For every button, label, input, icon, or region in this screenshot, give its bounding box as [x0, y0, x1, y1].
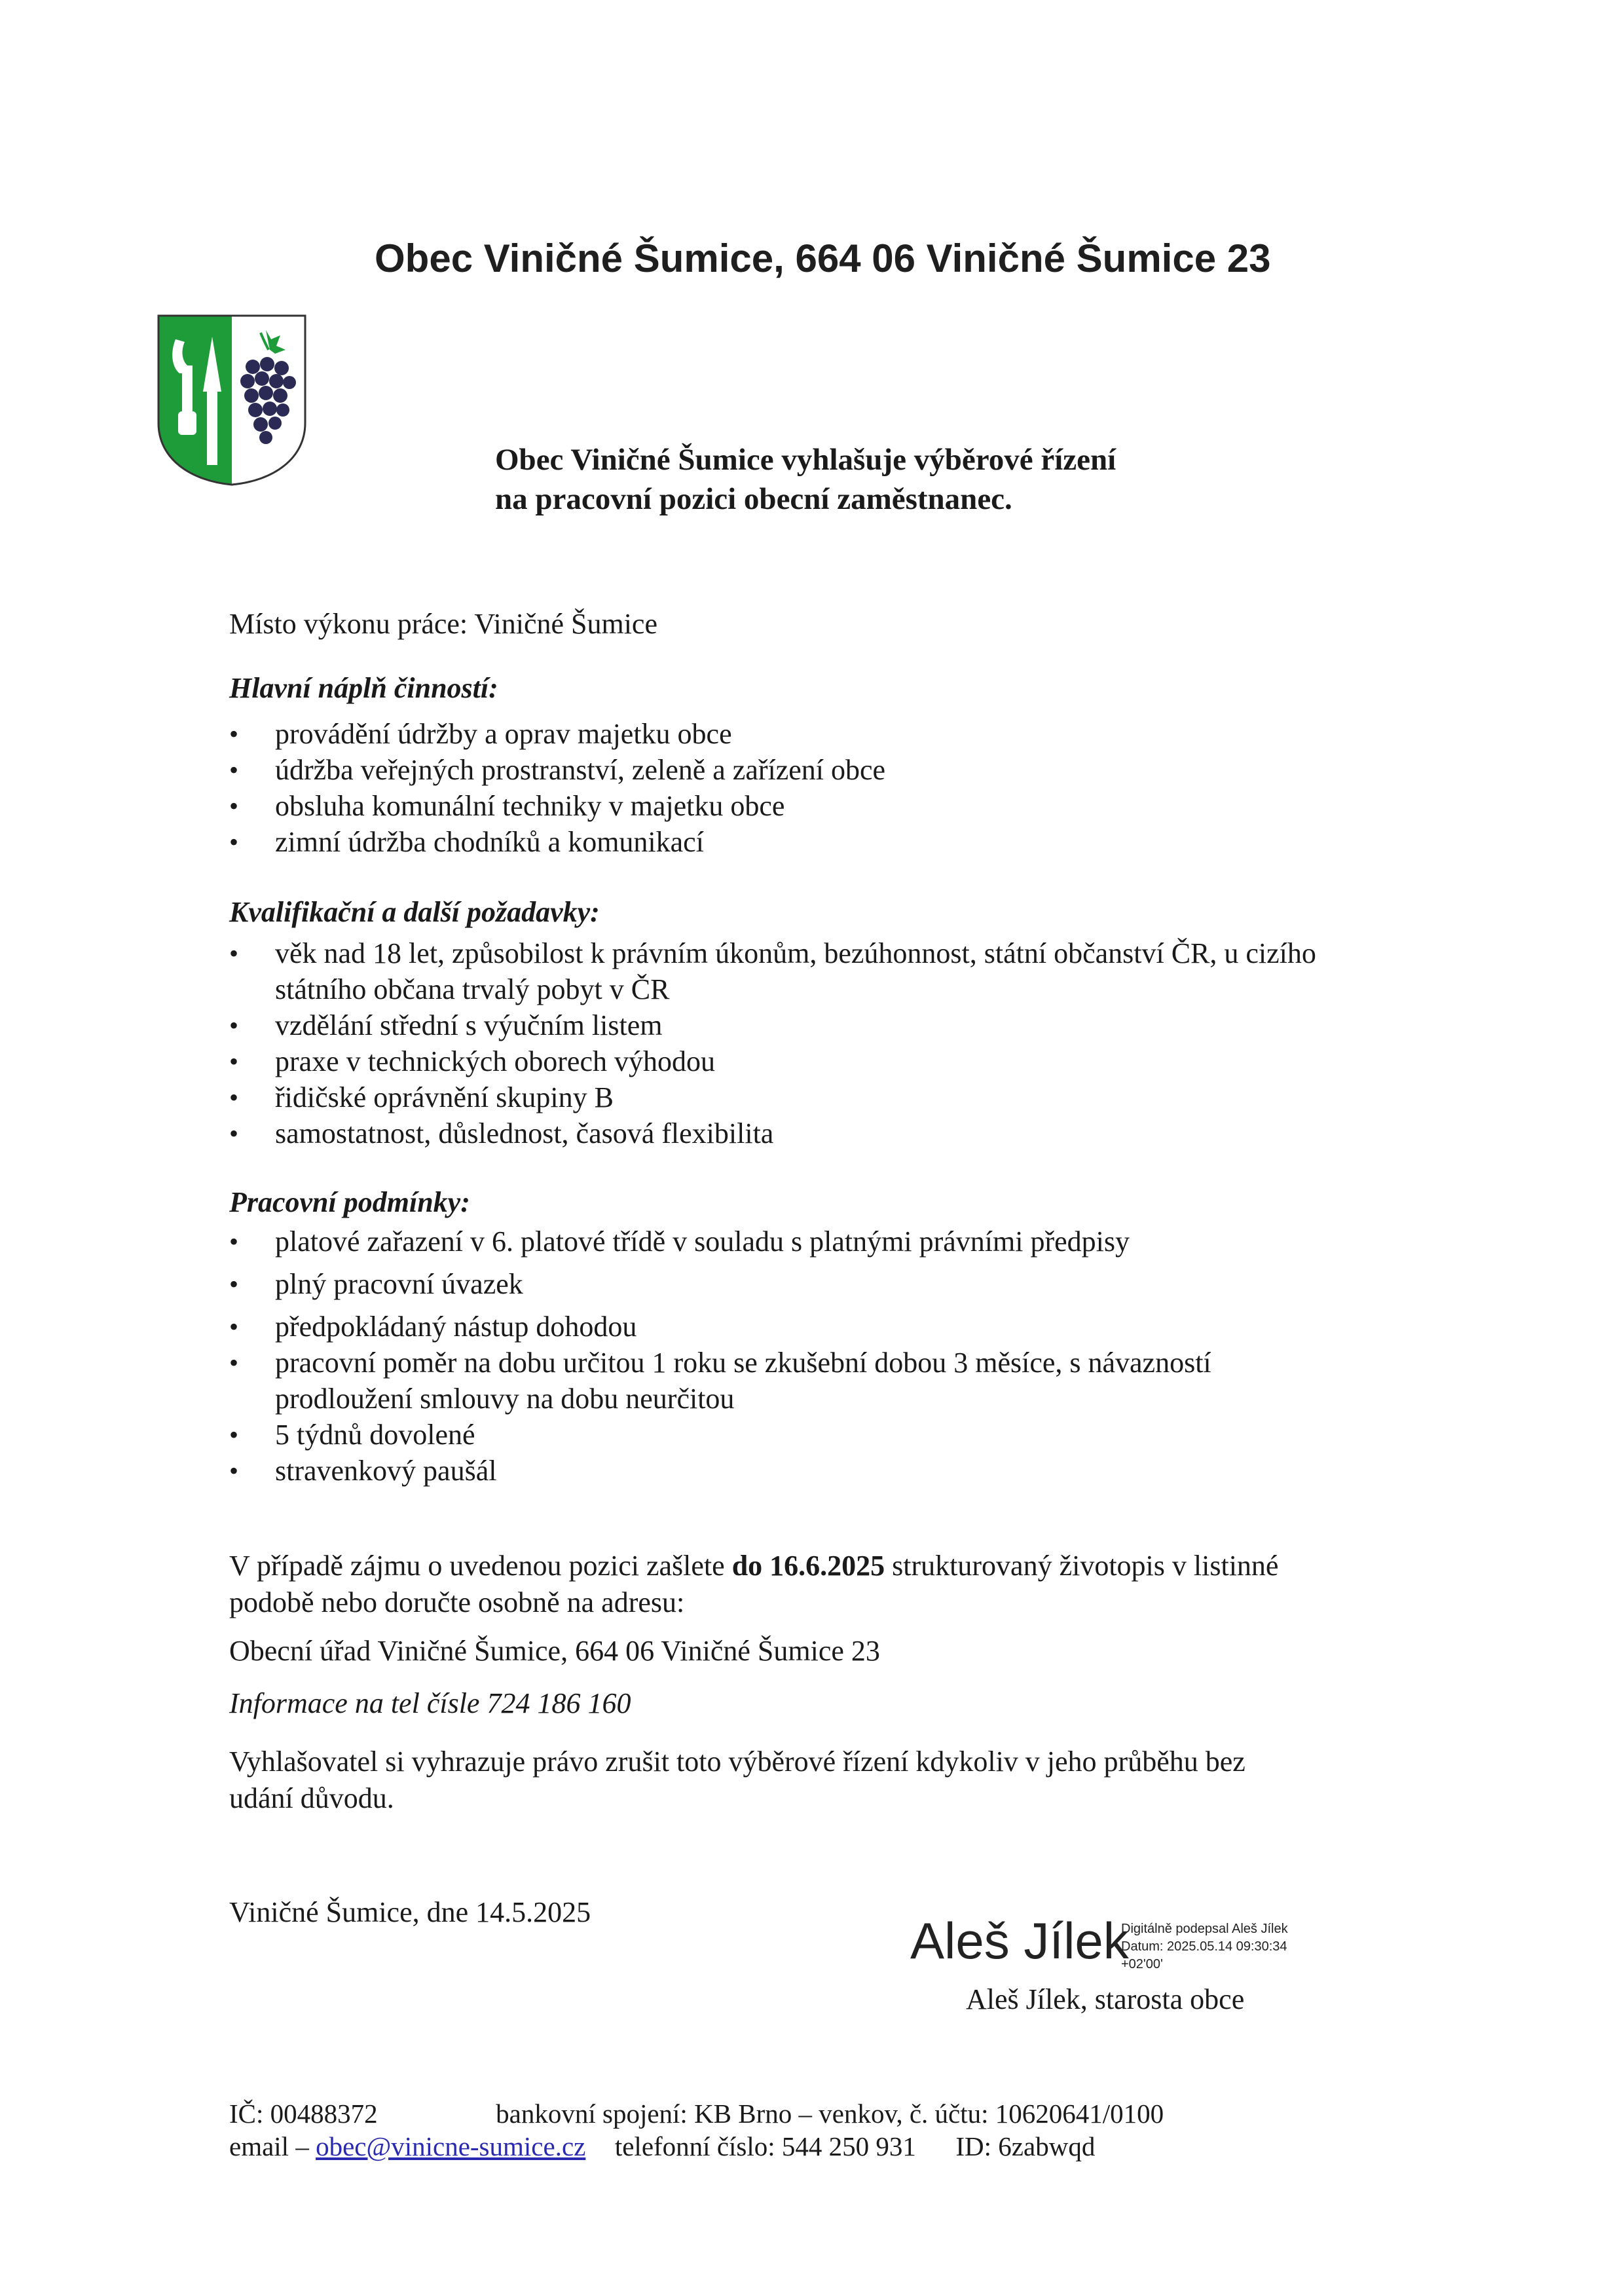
- application-line-1: V případě zájmu o uvedenou pozici zašlete do 16.6.2025 strukturovaný životopis v listinné: [229, 1550, 1279, 1582]
- place-of-work: Místo výkonu práce: Viničné Šumice: [229, 608, 657, 640]
- footer-id: ID: 6zabwqd: [955, 2131, 1096, 2161]
- qualifications-heading: Kvalifikační a další požadavky:: [229, 896, 600, 928]
- signature-meta: [1121, 1920, 1288, 1973]
- village-coat-of-arms-icon: [156, 313, 308, 487]
- list-item: • samostatnost, důslednost, časová flexibilita: [229, 1115, 1316, 1151]
- list-item: • 5 týdnů dovolené: [229, 1417, 1211, 1453]
- list-item: • provádění údržby a oprav majetku obce: [229, 716, 885, 752]
- reservation-line-1: Vyhlašovatel si vyhrazuje právo zrušit toto výběrové řízení kdykoliv v jeho průběhu bez: [229, 1745, 1246, 1778]
- page-title: Obec Viničné Šumice, 664 06 Viničné Šumice 23: [375, 236, 1271, 280]
- announcement-line-1: Obec Viničné Šumice vyhlašuje výběrové řízení: [495, 443, 1116, 477]
- footer-email-label: email –: [229, 2131, 316, 2161]
- email-link[interactable]: obec@vinicne-sumice.cz: [316, 2131, 586, 2161]
- footer-line-1: [229, 2097, 1164, 2130]
- footer-line-2: [229, 2130, 1095, 2163]
- application-line-2: podobě nebo doručte osobně na adresu:: [229, 1586, 685, 1618]
- footer-bank: bankovní spojení: KB Brno – venkov, č. účtu: 10620641/0100: [496, 2099, 1164, 2129]
- list-item: • řidičské oprávnění skupiny B: [229, 1079, 1316, 1115]
- conditions-heading: Pracovní podmínky:: [229, 1186, 470, 1218]
- date-place: Viničné Šumice, dne 14.5.2025: [229, 1896, 591, 1928]
- qualifications-list: [229, 935, 1316, 1151]
- announcement: [495, 440, 1116, 519]
- signature-meta-line: +02'00': [1121, 1957, 1163, 1971]
- list-item: • obsluha komunální techniky v majetku obce: [229, 788, 885, 824]
- list-item: • vzdělání střední s výučním listem: [229, 1007, 1316, 1043]
- list-item: • pracovní poměr na dobu určitou 1 roku se zkušební dobou 3 měsíce, s návazností: [229, 1345, 1211, 1381]
- office-address: Obecní úřad Viničné Šumice, 664 06 Viničné Šumice 23: [229, 1635, 880, 1667]
- footer-ic: IČ: 00488372: [229, 2099, 378, 2129]
- list-item: • stravenkový paušál: [229, 1453, 1211, 1489]
- list-item-continuation: prodloužení smlouvy na dobu neurčitou: [275, 1383, 735, 1415]
- list-item: • věk nad 18 let, způsobilost k právním úkonům, bezúhonnost, státní občanství ČR, u cizího: [229, 935, 1316, 971]
- reservation-line-2: udání důvodu.: [229, 1782, 394, 1814]
- duties-list: [229, 716, 885, 860]
- list-item: • praxe v technických oborech výhodou: [229, 1043, 1316, 1079]
- list-item: • údržba veřejných prostranství, zeleně a zařízení obce: [229, 752, 885, 788]
- duties-heading: Hlavní náplň činností:: [229, 672, 498, 704]
- phone-info: Informace na tel čísle 724 186 160: [229, 1687, 631, 1719]
- application-paragraph: [229, 1548, 1278, 1621]
- signer-name: Aleš Jílek, starosta obce: [966, 1983, 1245, 2015]
- announcement-line-2: na pracovní pozici obecní zaměstnanec.: [495, 482, 1012, 516]
- reservation-paragraph: [229, 1744, 1246, 1817]
- list-item: • plný pracovní úvazek: [229, 1266, 1211, 1302]
- conditions-list: [229, 1223, 1211, 1489]
- list-item-continuation: státního občana trvalý pobyt v ČR: [275, 973, 670, 1005]
- list-item: • platové zařazení v 6. platové třídě v souladu s platnými právními předpisy: [229, 1223, 1211, 1259]
- footer-phone: telefonní číslo: 544 250 931: [614, 2131, 916, 2161]
- list-item: • předpokládaný nástup dohodou: [229, 1309, 1211, 1345]
- signature-name: Aleš Jílek: [910, 1912, 1129, 1969]
- signature-meta-line: Digitálně podepsal Aleš Jílek: [1121, 1922, 1288, 1936]
- deadline: do 16.6.2025: [731, 1550, 885, 1582]
- signature-meta-line: Datum: 2025.05.14 09:30:34: [1121, 1939, 1287, 1954]
- list-item: • zimní údržba chodníků a komunikací: [229, 824, 885, 860]
